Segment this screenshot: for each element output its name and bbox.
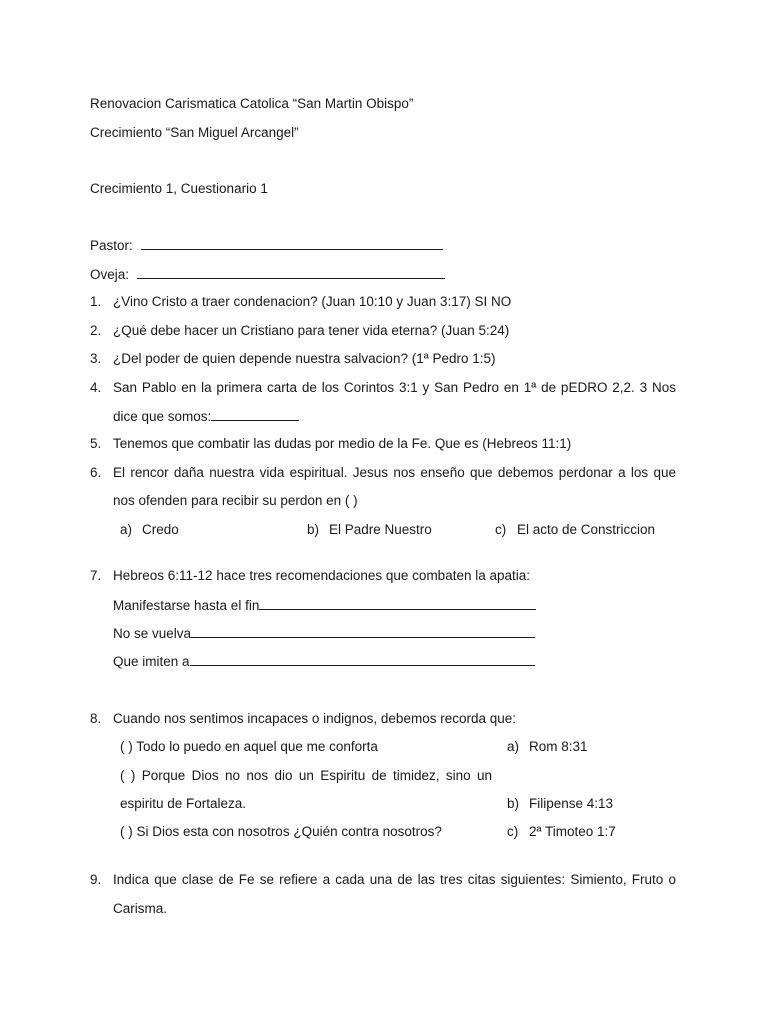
option-label[interactable]: El Padre Nuestro	[329, 522, 432, 537]
option-label[interactable]: Credo	[142, 522, 179, 537]
fill-label: Que imiten a	[113, 654, 190, 669]
answer-blank[interactable]	[211, 407, 299, 421]
matching-item[interactable]: ( ) Porque Dios no nos dio un Espiritu de timidez, sino un	[120, 768, 492, 783]
oveja-blank[interactable]	[137, 265, 445, 279]
group-title: Crecimiento “San Miguel Arcangel”	[90, 125, 299, 140]
reference-letter: a)	[507, 739, 520, 754]
question-text: Indica que clase de Fe se refiere a cada una de las tres citas siguientes: Simiento, Fruto o	[113, 872, 676, 887]
question-text-cont: dice que somos:	[113, 409, 212, 424]
question-text: ¿Qué debe hacer un Cristiano para tener vida eterna? (Juan 5:24)	[113, 323, 510, 338]
reference-label: Filipense 4:13	[529, 796, 614, 811]
question-number: 7.	[90, 568, 102, 583]
fill-label: No se vuelva	[113, 626, 192, 641]
reference-label: Rom 8:31	[529, 739, 588, 754]
option-letter: b)	[307, 522, 320, 537]
question-text: Cuando nos sentimos incapaces o indignos, debemos recorda que:	[113, 711, 517, 726]
answer-blank[interactable]	[191, 624, 535, 638]
question-continuation	[113, 407, 299, 426]
fill-label: Manifestarse hasta el fin	[113, 598, 260, 613]
question-text: ¿Vino Cristo a traer condenacion? (Juan 10:10 y Juan 3:17) SI NO	[113, 294, 512, 309]
question-number: 2.	[90, 323, 102, 338]
option-letter: c)	[495, 522, 507, 537]
reference-letter: c)	[507, 824, 519, 839]
fill-line	[113, 596, 536, 615]
option-label[interactable]: El acto de Constriccion	[517, 522, 656, 537]
pastor-label: Pastor:	[90, 238, 133, 253]
question-text-cont: nos ofenden para recibir su perdon en ( )	[113, 493, 358, 508]
fill-line	[113, 652, 535, 671]
option-letter: a)	[120, 522, 133, 537]
question-text: El rencor daña nuestra vida espiritual. Jesus nos enseño que debemos perdonar a los que	[113, 465, 676, 480]
fill-line	[113, 624, 535, 643]
answer-blank[interactable]	[190, 652, 535, 666]
question-number: 1.	[90, 294, 102, 309]
question-text: Hebreos 6:11-12 hace tres recomendaciones que combaten la apatia:	[113, 568, 531, 583]
oveja-label: Oveja:	[90, 267, 130, 282]
questionnaire-title: Crecimiento 1, Cuestionario 1	[90, 181, 268, 196]
question-number: 8.	[90, 711, 102, 726]
question-text-cont: Carisma.	[113, 901, 168, 916]
pastor-blank[interactable]	[141, 236, 443, 250]
question-number: 6.	[90, 465, 102, 480]
oveja-field	[90, 265, 445, 284]
answer-blank[interactable]	[259, 596, 536, 610]
question-number: 4.	[90, 380, 102, 395]
pastor-field	[90, 236, 443, 255]
reference-label: 2ª Timoteo 1:7	[529, 824, 616, 839]
question-text: ¿Del poder de quien depende nuestra salvacion? (1ª Pedro 1:5)	[113, 351, 496, 366]
question-text: Tenemos que combatir las dudas por medio de la Fe. Que es (Hebreos 11:1)	[113, 436, 572, 451]
matching-item[interactable]: ( ) Si Dios esta con nosotros ¿Quién contra nosotros?	[120, 824, 442, 839]
question-number: 9.	[90, 872, 102, 887]
matching-item[interactable]: ( ) Todo lo puedo en aquel que me conforta	[120, 739, 378, 754]
organization-title: Renovacion Carismatica Catolica “San Martin Obispo”	[90, 96, 414, 111]
reference-letter: b)	[507, 796, 520, 811]
question-text: San Pablo en la primera carta de los Corintos 3:1 y San Pedro en 1ª de pEDRO 2,2. 3 Nos	[113, 380, 676, 395]
question-number: 5.	[90, 436, 102, 451]
matching-item-cont: espiritu de Fortaleza.	[120, 796, 247, 811]
question-number: 3.	[90, 351, 102, 366]
